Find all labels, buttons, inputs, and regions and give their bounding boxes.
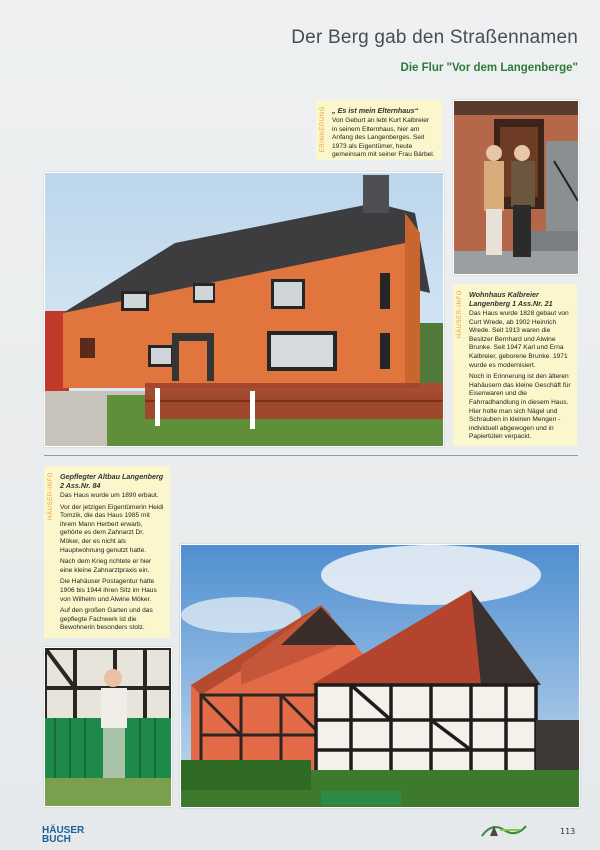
infobox-paragraph: Vor der jetzigen Eigentümerin Heidi Tomzik, die das Haus 1985 mit ihrem Mann Herbert erwarb, gehörte es dem Zahnarzt Dr. Möker, der es nicht als Hauptwohnung genutzt hatte. (60, 503, 164, 554)
infobox-text: Von Geburt an lebt Kurt Kalbreier in seinem Elternhaus, hier am Anfang des Langenberges. Seit 1973 als Eigentümer, heute gemeinsam mit seiner Frau Bärbel. (332, 117, 435, 159)
infobox-label: HÄUSER-INFO (48, 472, 54, 520)
page-number: 113 (560, 827, 576, 836)
photo-half-timbered-houses (180, 544, 580, 808)
page-subtitle: Die Flur "Vor dem Langenberge" (400, 62, 578, 74)
haeuserbuch-logo (42, 826, 84, 844)
section-divider (44, 455, 578, 456)
infobox-paragraph: Auf den großen Garten und das gepflegte Fachwerk ist die Bewohnerin besonders stolz. (60, 607, 153, 632)
infobox-kalbreier (453, 284, 577, 446)
infobox-paragraph: Die Hahäuser Postagentur hatte 1906 bis 1944 ihren Sitz im Haus von Wilhelm und Alwine Möker. (60, 578, 157, 603)
infobox-heading: Wohnhaus Kalbreier Langenberg 1 Ass.Nr. 21 (469, 290, 553, 308)
page-title: Der Berg gab den Straßennamen (291, 27, 578, 48)
infobox-paragraph: Das Haus wurde 1828 gebaut von Curt Wrede, ab 1902 Heinrich Wrede. Seit 1913 waren die Besitzer Bernhard und Alwine Brunke. Seit 1947 Karl und Erna Kalbreier, geborene Brunke. 1971 wurde es modernisiert. (469, 310, 569, 369)
infobox-paragraph: Das Haus wurde um 1890 erbaut. (60, 492, 159, 499)
infobox-paragraph: Noch in Erinnerung ist den älteren Hahäusern das kleine Geschäft für Eisenwaren und die Fahrradhandlung in diesem Haus. Hier holte man sich Nägel und Schrauben in kleinen Mengen - individuell abgewogen und in Papiertüten verpackt. (469, 373, 571, 441)
infobox-elternhaus (316, 100, 442, 160)
logo-line2: BUCH (42, 834, 71, 845)
village-crest-icon (478, 820, 530, 840)
infobox-heading: Gepflegter Altbau Langenberg 2 Ass.Nr. 84 (60, 472, 164, 490)
infobox-paragraph: Nach dem Krieg richtete er hier eine kleine Zahnarztpraxis ein. (60, 558, 152, 574)
infobox-label: ERINNERUNG (320, 106, 326, 153)
photo-man-in-garden (44, 647, 172, 807)
photo-house-kalbreier (44, 172, 444, 447)
infobox-altbau (44, 466, 170, 638)
infobox-label: HÄUSER-INFO (457, 290, 463, 338)
photo-couple-doorway (453, 100, 579, 275)
logo-line1: HÄUSER (42, 825, 85, 836)
infobox-heading: „ Es ist mein Elternhaus“ (332, 106, 419, 115)
